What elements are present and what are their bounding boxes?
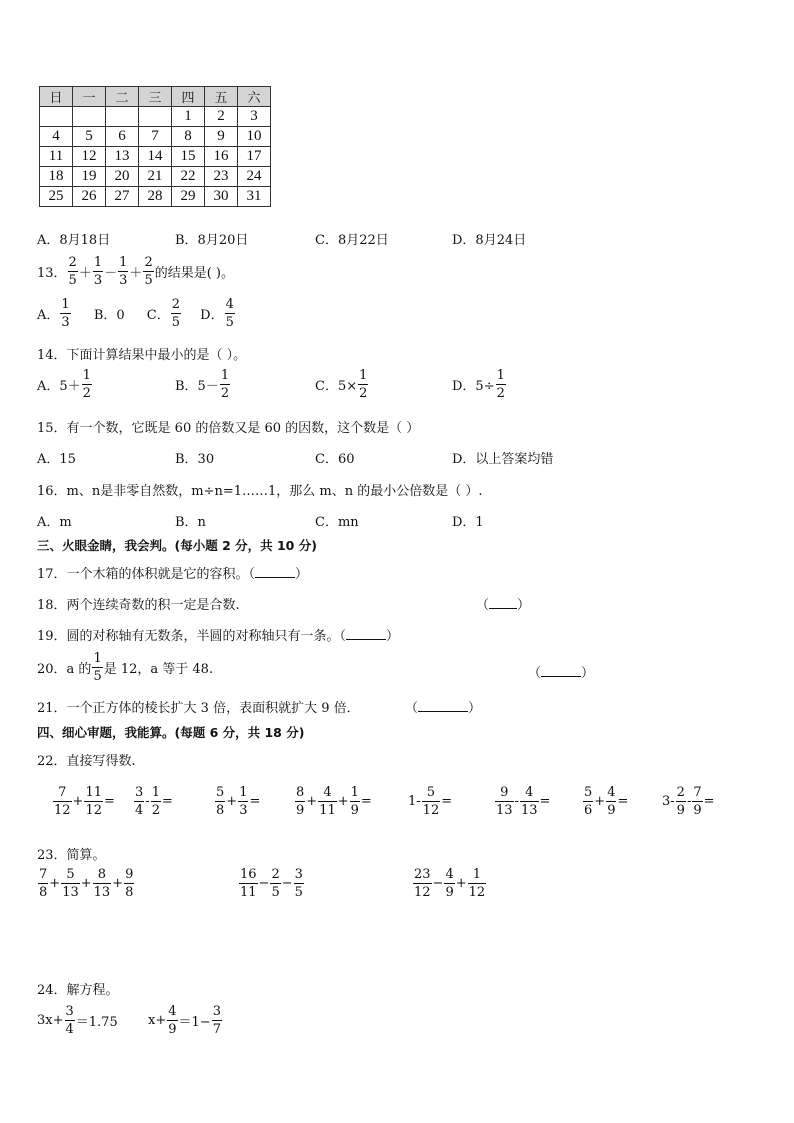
calendar-cell: 16 — [205, 147, 238, 167]
q15-option-b: B．30 — [175, 452, 215, 467]
q22-expression-7: $\frac{5}{6}$ + $\frac{4}{9}$ = — [584, 785, 629, 818]
calendar-cell: 7 — [139, 127, 172, 147]
q20-answer-blank: （ ） — [528, 666, 595, 681]
fraction: $\frac{2}{5}$ — [144, 255, 153, 288]
calendar-cell: 20 — [106, 167, 139, 187]
question-15: 15．有一个数，它既是 60 的倍数又是 60 的因数，这个数是（ ） — [37, 421, 420, 436]
q22-expression-6: $\frac{9}{13}$ - $\frac{4}{13}$ = — [496, 785, 551, 818]
q18-answer-blank: （ ） — [476, 598, 531, 613]
question-21: 21．一个正方体的棱长扩大 3 倍，表面积就扩大 9 倍． — [37, 701, 360, 716]
q14-option-d: D．5÷ $\frac{1}{2}$ — [452, 368, 505, 401]
calendar-row — [40, 187, 271, 207]
q13-options — [37, 298, 236, 329]
option-label: A． — [37, 308, 60, 323]
calendar-cell — [73, 107, 106, 127]
calendar-cell: 28 — [139, 187, 172, 207]
calendar-cell: 2 — [205, 107, 238, 127]
fraction: $\frac{2}{5}$ — [68, 255, 77, 288]
calendar-cell: 21 — [139, 167, 172, 187]
calendar-cell: 11 — [40, 147, 73, 167]
calendar-cell — [139, 107, 172, 127]
q12-option-b: B．8月20日 — [175, 233, 249, 248]
calendar-row — [40, 167, 271, 187]
q12-option-d: D．8月24日 — [452, 233, 527, 248]
calendar-cell: 13 — [106, 147, 139, 167]
q22-expression-2: $\frac{3}{4}$ - $\frac{1}{2}$ = — [135, 785, 173, 818]
q23-expression-1: $\frac{7}{8}$ + $\frac{5}{13}$ + $\frac{8}{13}$ + $\frac{9}{8}$ — [39, 867, 134, 900]
question-24-title: 24．解方程。 — [37, 983, 119, 998]
calendar-header-cell: 五 — [205, 87, 238, 107]
calendar-cell: 18 — [40, 167, 73, 187]
calendar-cell: 30 — [205, 187, 238, 207]
fraction: $\frac{1}{3}$ — [61, 297, 70, 330]
calendar-header-cell: 一 — [73, 87, 106, 107]
q12-option-a: A．8月18日 — [37, 233, 111, 248]
question-16: 16．m、n是非零自然数，m÷n=1……1，那么 m、n 的最小公倍数是（ ）. — [37, 484, 483, 499]
q16-option-c: C．mn — [315, 515, 359, 530]
q22-expression-8: 3- $\frac{2}{9}$ - $\frac{7}{9}$ = — [662, 785, 715, 818]
calendar-cell — [40, 107, 73, 127]
option-label: D． — [200, 308, 224, 323]
q21-answer-blank: （ ） — [405, 701, 482, 716]
calendar-cell: 5 — [73, 127, 106, 147]
question-18: 18．两个连续奇数的积一定是合数. — [37, 598, 240, 613]
calendar-cell: 9 — [205, 127, 238, 147]
calendar-header-cell: 三 — [139, 87, 172, 107]
q15-option-a: A．15 — [37, 452, 76, 467]
q22-expression-4: $\frac{8}{9}$ + $\frac{4}{11}$ + $\frac{1}{9}$ = — [296, 785, 372, 818]
q24-equation-1: 3x+ $\frac{3}{4}$ ＝1.75 — [37, 1004, 118, 1037]
calendar-cell: 24 — [238, 167, 271, 187]
option-b: B．0 — [93, 308, 125, 323]
q16-option-d: D．1 — [452, 515, 484, 530]
q16-option-a: A．m — [37, 515, 72, 530]
q15-option-d: D．以上答案均错 — [452, 452, 554, 467]
calendar-cell — [106, 107, 139, 127]
calendar-cell: 10 — [238, 127, 271, 147]
calendar-header-cell: 六 — [238, 87, 271, 107]
q24-equation-2: x+ $\frac{4}{9}$ ＝1− $\frac{3}{7}$ — [148, 1004, 221, 1037]
operator: － — [104, 266, 118, 281]
question-17: 17．一个木箱的体积就是它的容积。（ ） — [37, 567, 309, 582]
question-13 — [37, 256, 234, 287]
calendar-row — [40, 147, 271, 167]
q16-option-b: B．n — [175, 515, 206, 530]
calendar-cell: 22 — [172, 167, 205, 187]
q22-expression-5: 1- $\frac{5}{12}$ = — [408, 785, 453, 818]
calendar-cell: 25 — [40, 187, 73, 207]
question-23-title: 23．简算。 — [37, 848, 106, 863]
q14-option-c: C．5× $\frac{1}{2}$ — [315, 368, 368, 401]
calendar-cell: 14 — [139, 147, 172, 167]
fraction: $\frac{1}{3}$ — [119, 255, 128, 288]
q23-expression-3: $\frac{23}{12}$ − $\frac{4}{9}$ + $\frac{1}{12}$ — [414, 867, 486, 900]
q22-expression-3: $\frac{5}{8}$ + $\frac{1}{3}$ = — [216, 785, 261, 818]
option-label: C． — [146, 308, 170, 323]
calendar-cell: 1 — [172, 107, 205, 127]
question-22-title: 22．直接写得数. — [37, 754, 136, 769]
calendar-cell: 19 — [73, 167, 106, 187]
operator: ＋ — [129, 266, 143, 281]
question-text: 的结果是( )。 — [154, 266, 234, 281]
q12-option-c: C．8月22日 — [315, 233, 389, 248]
q15-option-c: C．60 — [315, 452, 355, 467]
calendar-cell: 17 — [238, 147, 271, 167]
q23-expression-2: $\frac{16}{11}$ − $\frac{2}{5}$ − $\frac{3}{5}$ — [240, 867, 303, 900]
calendar-cell: 6 — [106, 127, 139, 147]
calendar-cell: 31 — [238, 187, 271, 207]
calendar-cell: 4 — [40, 127, 73, 147]
calendar-cell: 15 — [172, 147, 205, 167]
q14-option-a: A．5＋ $\frac{1}{2}$ — [37, 368, 91, 401]
calendar-cell: 12 — [73, 147, 106, 167]
fraction: $\frac{2}{5}$ — [171, 297, 181, 330]
calendar-header-cell: 二 — [106, 87, 139, 107]
calendar-cell: 27 — [106, 187, 139, 207]
calendar-header-cell: 四 — [172, 87, 205, 107]
question-number: 13． — [37, 266, 67, 281]
calendar-header-cell: 日 — [40, 87, 73, 107]
calendar-cell: 3 — [238, 107, 271, 127]
q22-expression-1: $\frac{7}{12}$ + $\frac{11}{12}$ = — [54, 785, 115, 818]
calendar-table — [39, 86, 271, 207]
fraction: $\frac{1}{3}$ — [93, 255, 103, 288]
calendar-cell: 26 — [73, 187, 106, 207]
calendar-cell: 29 — [172, 187, 205, 207]
section-4-heading: 四、细心审题，我能算。(每题 6 分，共 18 分) — [37, 725, 305, 740]
question-14: 14．下面计算结果中最小的是（ ）。 — [37, 348, 247, 363]
calendar-header-row — [40, 87, 271, 107]
calendar-row — [40, 127, 271, 147]
calendar-cell: 8 — [172, 127, 205, 147]
question-20: 20．a 的 $\frac{1}{5}$ 是 12，a 等于 48. — [37, 651, 214, 684]
fraction: $\frac{4}{5}$ — [225, 297, 234, 330]
question-19: 19．圆的对称轴有无数条，半圆的对称轴只有一条。（ ） — [37, 629, 400, 644]
section-3-heading: 三、火眼金睛，我会判。(每小题 2 分，共 10 分) — [37, 538, 317, 553]
q14-option-b: B．5－ $\frac{1}{2}$ — [175, 368, 230, 401]
operator: ＋ — [78, 266, 92, 281]
calendar-cell: 23 — [205, 167, 238, 187]
calendar-row — [40, 107, 271, 127]
